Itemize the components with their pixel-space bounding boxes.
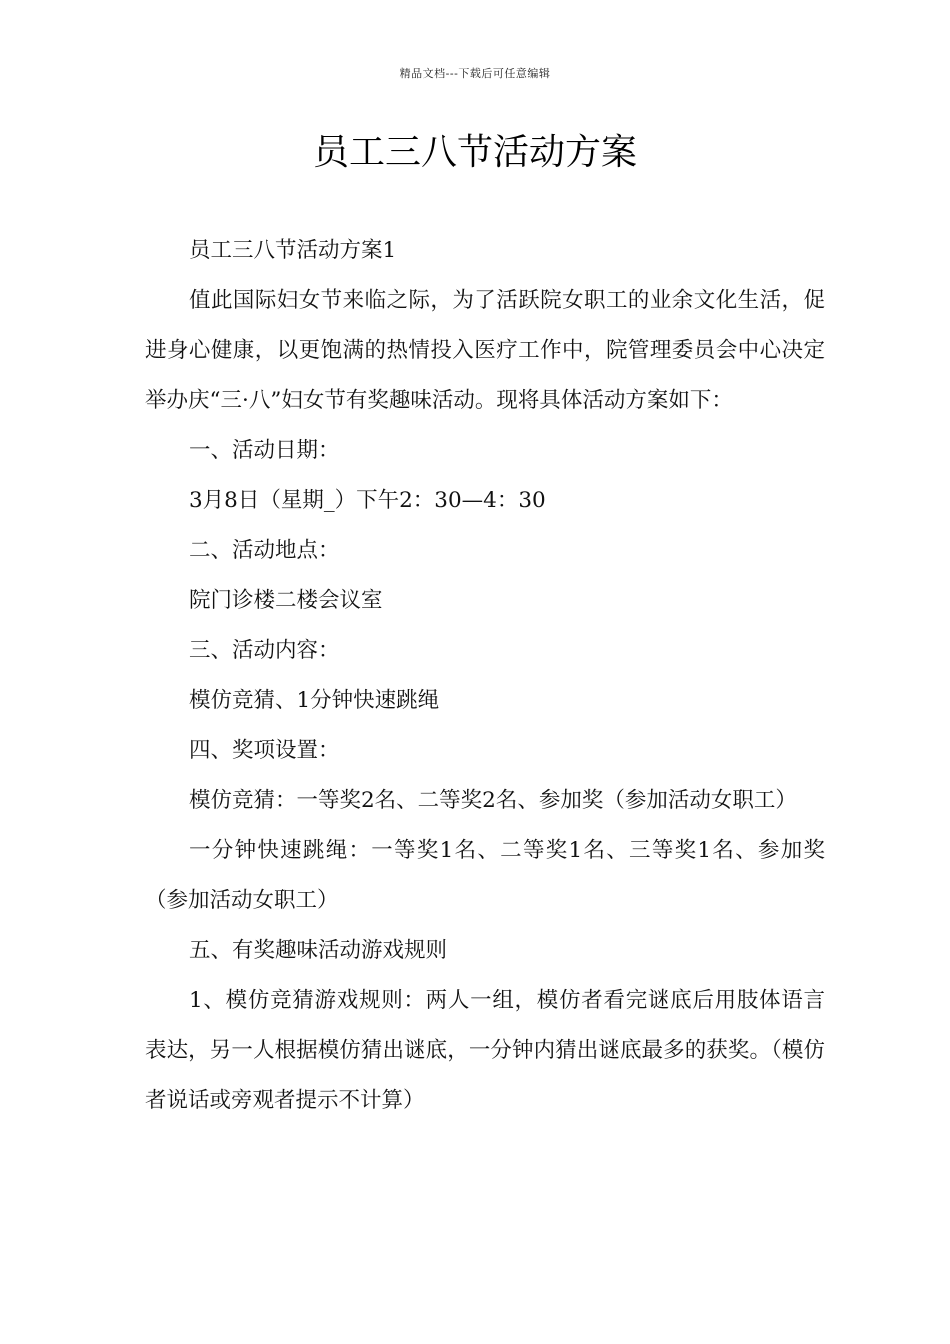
header-note: 精品文档---下载后可任意编辑 xyxy=(399,67,551,80)
heading-award-settings: 四、奖项设置： xyxy=(189,738,340,763)
activity-content-text: 模仿竞猜、1分钟快速跳绳 xyxy=(189,688,440,713)
section-heading: 员工三八节活动方案1 xyxy=(189,238,397,263)
heading-game-rules: 五、有奖趣味活动游戏规则 xyxy=(189,938,448,963)
heading-activity-location: 二、活动地点： xyxy=(189,538,340,563)
rule-mimic-guess: 1、模仿竞猜游戏规则：两人一组，模仿者看完谜底后用肢体语言表达，另一人根据模仿猜出谜底，一分钟内猜出谜底最多的获奖。（模仿者说话或旁观者提示不计算） xyxy=(145,988,825,1113)
award-mimic-guess: 模仿竞猜：一等奖2名、二等奖2名、参加奖（参加活动女职工） xyxy=(189,788,797,813)
heading-activity-content: 三、活动内容： xyxy=(189,638,340,663)
heading-activity-date: 一、活动日期： xyxy=(189,438,340,463)
award-rope-skipping: 一分钟快速跳绳：一等奖1名、二等奖1名、三等奖1名、参加奖（参加活动女职工） xyxy=(145,838,825,913)
document-title: 员工三八节活动方案 xyxy=(312,132,637,173)
intro-paragraph: 值此国际妇女节来临之际，为了活跃院女职工的业余文化生活，促进身心健康，以更饱满的热情投入医疗工作中，院管理委员会中心决定举办庆“三·八”妇女节有奖趣味活动。现将具体活动方案如下： xyxy=(145,288,825,413)
activity-location-text: 院门诊楼二楼会议室 xyxy=(189,588,383,613)
activity-date-text: 3月8日（星期_）下午2：30—4：30 xyxy=(189,488,546,513)
document-body xyxy=(145,226,825,1126)
